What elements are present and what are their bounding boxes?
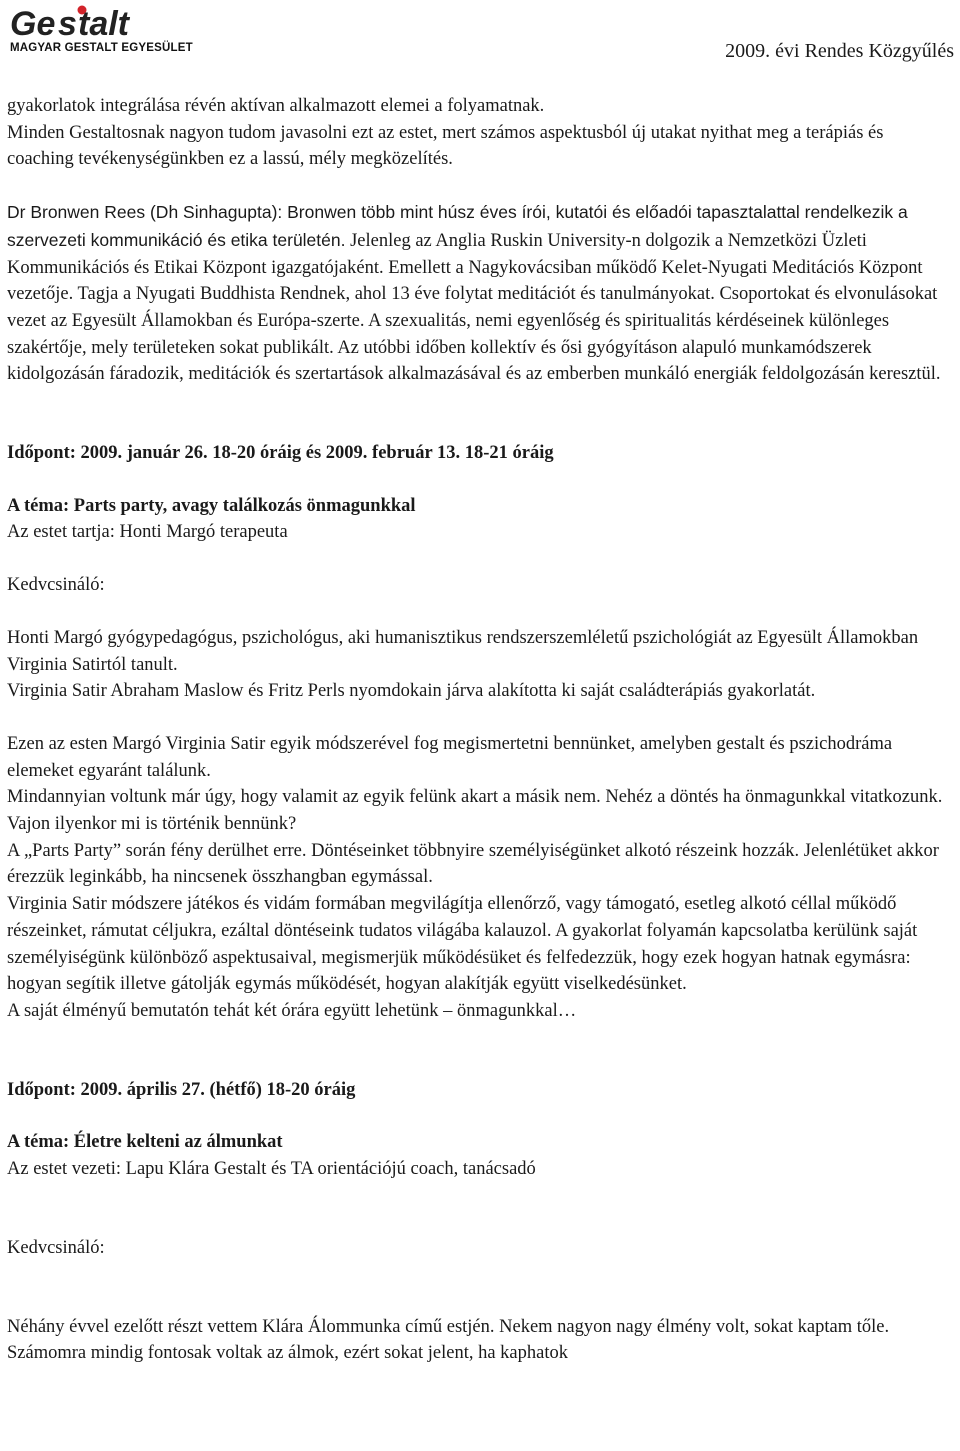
event2-topic: A téma: Életre kelteni az álmunkat (7, 1132, 283, 1153)
svg-text:s: s (58, 5, 77, 43)
event1-description: A saját élményű bemutatón tehát két órára együtt lehetünk – önmagunkkal… (7, 1000, 577, 1021)
document-body (7, 93, 953, 1367)
paragraph-line: gyakorlatok integrálása révén aktívan alkalmazott elemei a folyamatnak. (7, 96, 545, 116)
event2-intro: Néhány évvel ezelőtt részt vettem Klára Álommunka című estjén. Nekem nagyon nagy élmény volt, sokat kaptam tőle. Számomra mindig fontosak voltak az álmok, ezért sokat jelent, ha kaphatok (7, 1316, 890, 1364)
speaker-bio (7, 199, 953, 388)
event1-topic: A téma: Parts party, avagy találkozás önmagunkkal (7, 495, 416, 516)
event1-description: Virginia Satir módszere játékos és vidám formában megvilágítja ellenőrző, vagy támogató, esetleg alkotó céllal működő részeinket, rámutat céljukra, ezáltal döntéseink tudatos világába kalauzol. A gyakorlat folyamán kapcsolatba kerülünk saját személyiségünk különböző aspektusaival, megismerjük működésüket és felfedezzük, hogy ezek hogyan hatnak egymásra: hogyan segítik illetve gátolják egymás működését, hogyan alakítják együtt viselkedésünket. (7, 894, 918, 995)
event1-description: Ezen az esten Margó Virginia Satir egyik módszerével fog megismertetni bennünket, amelyben gestalt és pszichodráma elemeket egyaránt találunk. (7, 733, 893, 781)
document-header-title: 2009. évi Rendes Közgyűlés (725, 40, 954, 62)
speaker-bio-rest: Jelenleg az Anglia Ruskin University-n dolgozik a Nemzetközi Üzleti Kommunikációs és Etikai Központ igazgatójaként. Emellett a Nagykovácsiban működő Kelet-Nyugati Meditációs Központ vezetője. Tagja a Nyugati Buddhista Rendnek, ahol 13 éve folytat meditációt és tanulmányokat. Csoportokat és elvonulásokat vezet az Egyesült Államokban és Európa-szerte. A szexualitás, nemi egyenlőség és spiritualitás kérdéseinek különleges szakértője, mely területeken sokat publikált. Az utóbbi időben kollektív és ősi gyógyításon alapuló munkamódszerek kidolgozásán fáradozik, meditációk és szertartások alkalmazásával és az emberben munkáló energiák feldolgozásán keresztül. (7, 230, 941, 385)
event1-host-bio: Virginia Satir Abraham Maslow és Fritz Perls nyomdokain járva alakította ki saját családterápiás gyakorlatát. (7, 681, 816, 702)
event1-description: A „Parts Party” során fény derülhet erre. Döntéseinket többnyire személyiségünket alkotó részeink hozzák. Jelenlétüket akkor érezzük leginkább, ha nincsenek összhangban egymással. (7, 840, 939, 888)
event1-date: Időpont: 2009. január 26. 18-20 óráig és 2009. február 13. 18-21 óráig (7, 443, 554, 464)
event1-teaser-label: Kedvcsináló: (7, 575, 105, 596)
event1-host-bio: Honti Margó gyógypedagógus, pszichológus, aki humanisztikus rendszerszemléletű pszichológiát az Egyesült Államokban Virginia Satirtól tanult. (7, 627, 919, 675)
page-header (0, 0, 960, 70)
event2-teaser-label: Kedvcsináló: (7, 1237, 105, 1258)
svg-text:Ge: Ge (10, 5, 56, 43)
gestalt-logo (8, 2, 193, 62)
event2-date: Időpont: 2009. április 27. (hétfő) 18-20 óráig (7, 1079, 356, 1100)
speaker-bio-intro: Dr Bronwen Rees (Dh Sinhagupta): Bronwen több mint húsz éves írói, kutatói és előadói tapasztalattal rendelkezik a szervezeti kommunikáció és etika területén. (7, 202, 908, 250)
svg-text:talt: talt (78, 5, 129, 43)
gestalt-logo-mark (8, 2, 158, 44)
event1-host: Az estet tartja: Honti Margó terapeuta (7, 522, 288, 543)
logo-subtitle: MAGYAR GESTALT EGYESÜLET (10, 42, 193, 54)
paragraph-recommendation: Minden Gestaltosnak nagyon tudom javasolni ezt az estet, mert számos aspektusból új utakat nyithat meg a terápiás és coaching tevékenységünkben ez a lassú, mély megközelítés. (7, 122, 884, 170)
event2-host: Az estet vezeti: Lapu Klára Gestalt és TA orientációjú coach, tanácsadó (7, 1159, 536, 1180)
event1-description: Mindannyian voltunk már úgy, hogy valamit az egyik felünk akart a másik nem. Nehéz a döntés ha önmagunkkal vitatkozunk. Vajon ilyenkor mi is történik bennünk? (7, 787, 943, 835)
